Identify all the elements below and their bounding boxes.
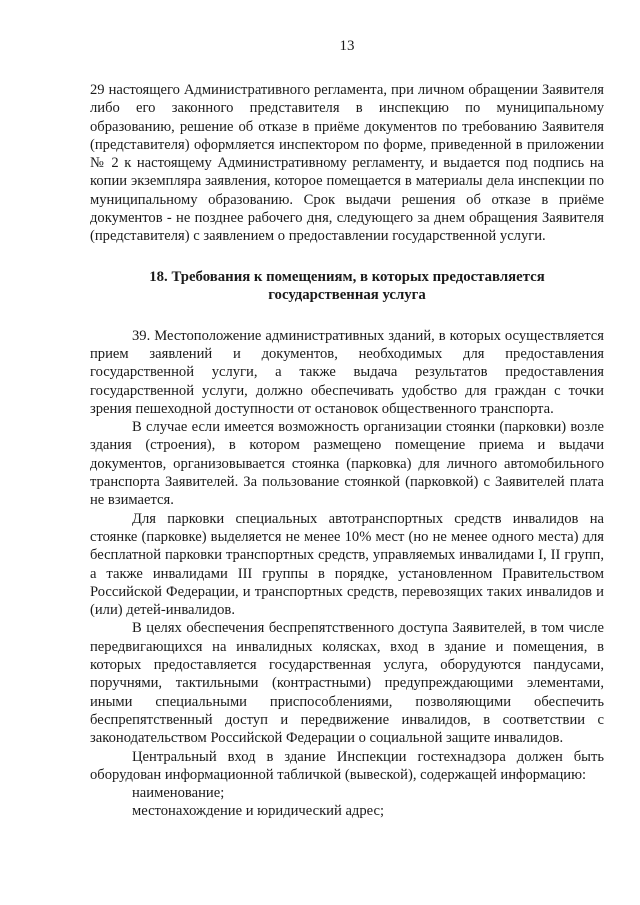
list-item-address: местонахождение и юридический адрес; bbox=[132, 803, 385, 820]
paragraph-39: 39. Местоположение административных зданий, в которых осуществляется прием заявлений и документов, необходимых для предоставления государственной услуги, а также выдача результатов предоставления государственной услуги, должно обеспечивать удобство для граждан с точки зрения пешеходной доступности от остановок общественного транспорта. bbox=[90, 327, 604, 417]
paragraph-accessibility: В целях обеспечения беспрепятственного доступа Заявителей, в том числе передвигающихся на инвалидных колясках, вход в здание и помещения, в которых предоставляется государственная услуга, оборудуются пандусами, поручнями, тактильными (контрастными) предупреждающими элементами, иными специальными приспособлениями, позволяющими обеспечить беспрепятственный доступ и передвижение инвалидов, в соответствии с законодательством Российской Федерации о социальной защите инвалидов. bbox=[90, 620, 604, 747]
section-heading-line-1: 18. Требования к помещениям, в которых предоставляется bbox=[149, 268, 545, 285]
section-heading-line-2: государственная услуга bbox=[268, 287, 426, 304]
list-item-name: наименование; bbox=[132, 785, 225, 802]
paragraph-parking: В случае если имеется возможность организации стоянки (парковки) возле здания (строения), в котором размещено помещение приема и выдачи документов, организовывается стоянка (парковка) для личного автомобильного транспорта Заявителей. За пользование стоянкой (парковкой) с Заявителей плата не взимается. bbox=[90, 419, 604, 509]
section-heading bbox=[90, 268, 604, 305]
page-number: 13 bbox=[339, 38, 355, 54]
paragraph-disabled-parking: Для парковки специальных автотранспортных средств инвалидов на стоянке (парковке) выделяется не менее 10% мест (но не менее одного места) для бесплатной парковки транспортных средств, управляемых инвалидами I, II групп, а также инвалидами III группы в порядке, установленном Правительством Российской Федерации, и транспортных средств, перевозящих таких инвалидов и (или) детей-инвалидов. bbox=[90, 510, 604, 619]
paragraph-entrance-sign: Центральный вход в здание Инспекции гостехнадзора должен быть оборудован информационной табличкой (вывеской), содержащей информацию: bbox=[90, 748, 604, 783]
intro-paragraph: 29 настоящего Административного регламента, при личном обращении Заявителя либо его законного представителя в инспекцию по муниципальному образованию, решение об отказе в приёме документов по требованию Заявителя (представителя) оформляется инспектором по форме, приведенной в приложении № 2 к настоящему Административному регламенту, и выдается под подпись на копии экземпляра заявления, которое помещается в материалы дела инспекции по муниципальному образованию. Срок выдачи решения об отказе в приёме документов - не позднее рабочего дня, следующего за днем обращения Заявителя (представителя) с заявлением о предоставлении государственной услуги. bbox=[90, 82, 604, 245]
